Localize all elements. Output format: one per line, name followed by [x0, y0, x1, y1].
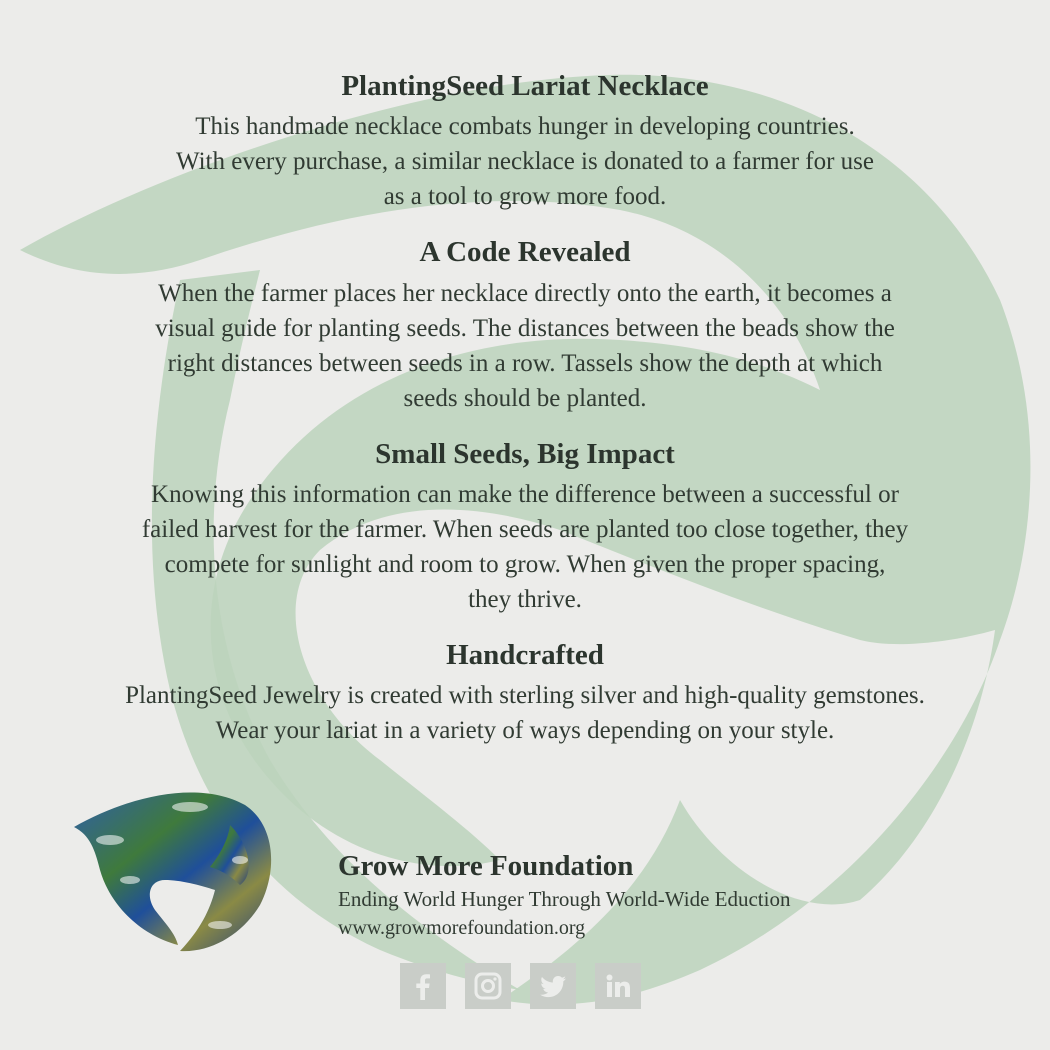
twitter-icon [539, 972, 567, 1000]
instagram-button[interactable] [465, 963, 511, 1009]
foundation-tagline: Ending World Hunger Through World-Wide Eduction [338, 887, 791, 911]
section-necklace [70, 70, 980, 214]
social-links [400, 963, 641, 1009]
section-small-seeds [70, 438, 980, 617]
foundation-leaf-logo [70, 785, 280, 955]
facebook-button[interactable] [400, 963, 446, 1009]
body-line: Wear your lariat in a variety of ways depending on your style. [215, 717, 835, 745]
content-area [70, 70, 980, 770]
body-line: PlantingSeed Jewelry is created with sterling silver and high-quality gemstones. [125, 682, 925, 710]
twitter-button[interactable] [530, 963, 576, 1009]
body-line: as a tool to grow more food. [383, 183, 667, 211]
body-line: they thrive. [468, 586, 582, 614]
section-title: Handcrafted [446, 639, 604, 672]
section-handcrafted [70, 639, 980, 748]
section-title: A Code Revealed [419, 236, 631, 269]
body-line: failed harvest for the farmer. When seeds are planted too close together, they [141, 516, 909, 544]
facebook-icon [409, 972, 437, 1000]
body-line: visual guide for planting seeds. The distances between the beads show the [155, 314, 895, 342]
section-body [70, 477, 980, 617]
section-code-revealed [70, 236, 980, 415]
instagram-icon [474, 972, 502, 1000]
foundation-url-link[interactable]: www.growmorefoundation.org [338, 917, 586, 939]
body-line: right distances between seeds in a row. Tassels show the depth at which [167, 349, 883, 377]
body-line: When the farmer places her necklace directly onto the earth, it becomes a [158, 279, 892, 307]
body-line: This handmade necklace combats hunger in developing countries. [195, 113, 855, 141]
linkedin-icon [604, 972, 632, 1000]
section-title: Small Seeds, Big Impact [375, 437, 675, 470]
body-line: With every purchase, a similar necklace is donated to a farmer for use [176, 148, 874, 176]
linkedin-button[interactable] [595, 963, 641, 1009]
foundation-info [338, 848, 958, 942]
body-line: compete for sunlight and room to grow. When given the proper spacing, [164, 551, 886, 579]
foundation-name: Grow More Foundation [338, 850, 634, 882]
body-line: seeds should be planted. [403, 384, 647, 412]
section-body [70, 678, 980, 748]
section-body [70, 109, 980, 214]
body-line: Knowing this information can make the difference between a successful or [151, 481, 899, 509]
section-body [70, 276, 980, 416]
section-title: PlantingSeed Lariat Necklace [341, 70, 709, 102]
